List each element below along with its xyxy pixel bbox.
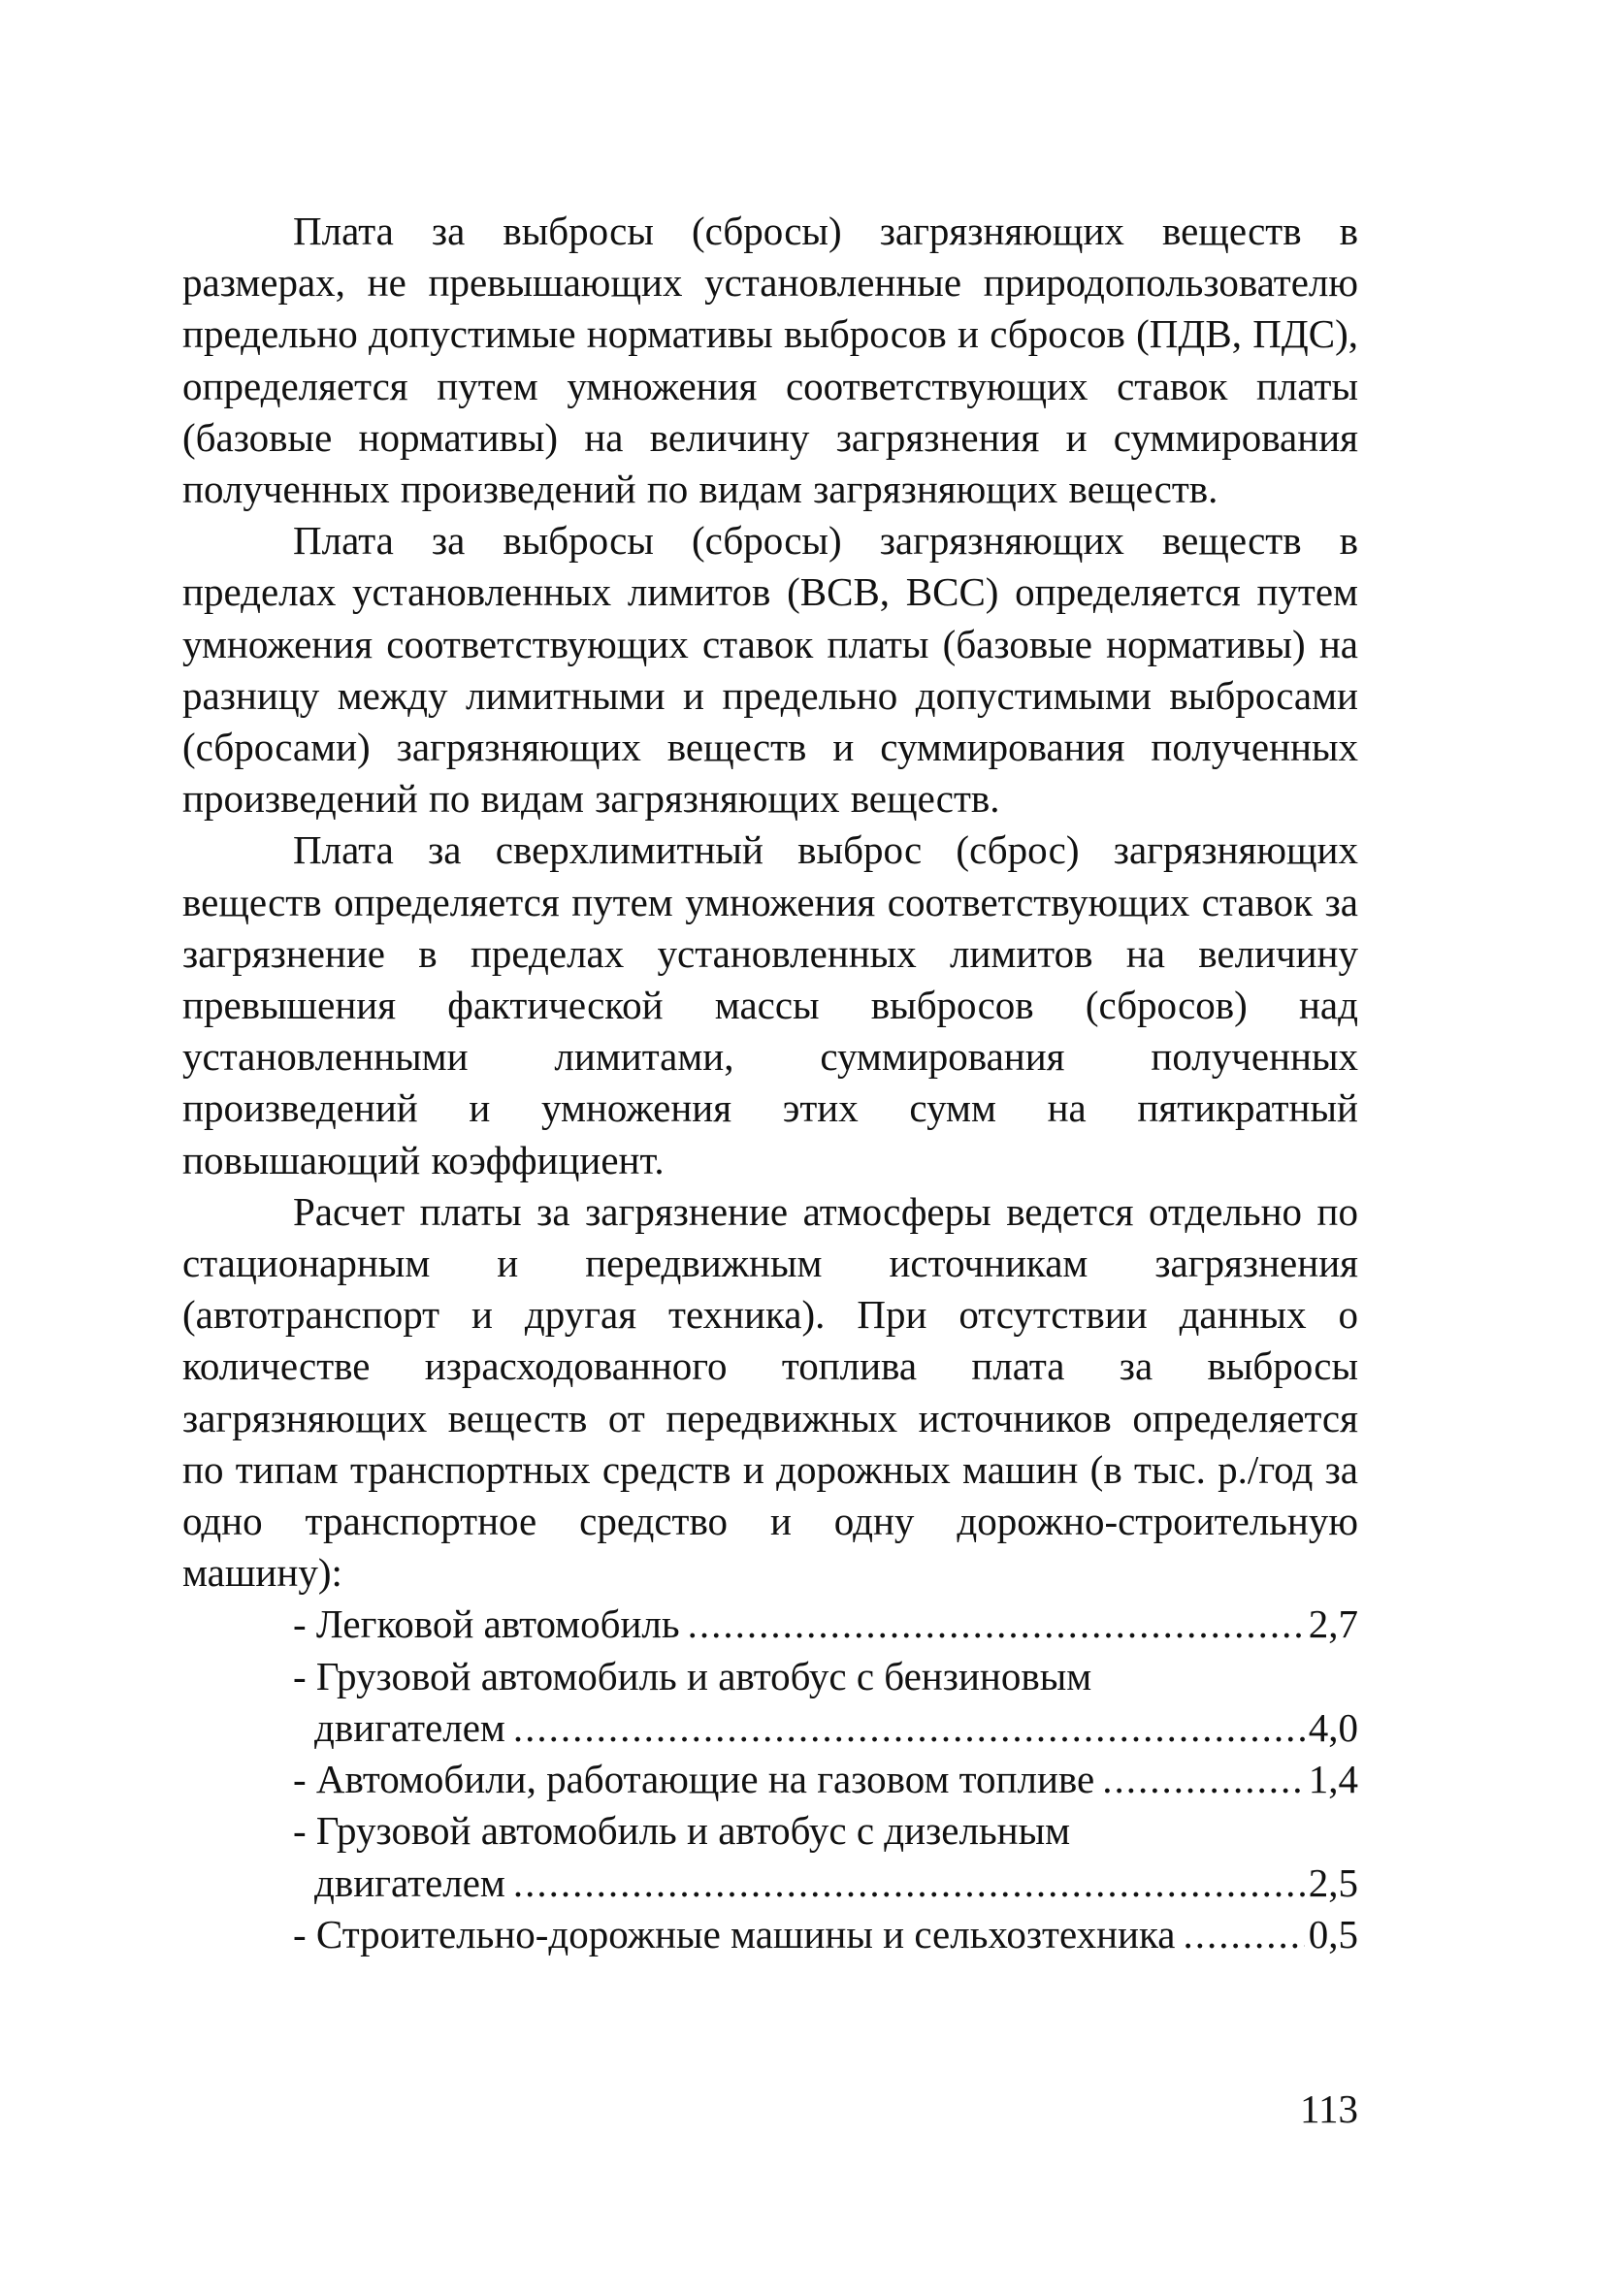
- list-item-label: - Легковой автомобиль: [293, 1601, 680, 1647]
- list-item: [182, 1651, 1358, 1754]
- list-item: [182, 1909, 1358, 1960]
- dot-leader: [1102, 1754, 1305, 1805]
- paragraph-atmosphere-calculation: Расчет платы за загрязнение атмосферы ведется отдельно по стационарным и передвижным источникам загрязнения (автотранспорт и другая техника). При отсутствии данных о количестве израсходованного топлива плата за выбросы загрязняющих веществ от передвижных источников определяется по типам транспортных средств и дорожных машин (в тыс. р./год за одно транспортное средство и одну дорожно-строительную машину):: [182, 1188, 1358, 1596]
- paragraph-payment-within-norms: Плата за выбросы (сбросы) загрязняющих веществ в размерах, не превышающих установленные природопользователю предельно допустимые нормативы выбросов и сбросов (ПДВ, ПДС), определяется путем умножения соответствующих ставок платы (базовые нормативы) на величину загрязнения и суммирования полученных произведений по видам загрязняющих веществ.: [182, 209, 1359, 512]
- paragraph-payment-within-limits: Плата за выбросы (сбросы) загрязняющих веществ в пределах установленных лимитов (ВСВ, ВСС) определяется путем умножения соответствующих ставок платы (базовые нормативы) на разницу между лимитными и предельно допустимыми выбросами (сбросами) загрязняющих веществ и суммирования полученных произведений по видам загрязняющих веществ.: [182, 518, 1358, 822]
- dot-leader: [688, 1599, 1305, 1650]
- dot-leader: [513, 1858, 1305, 1909]
- list-item: [182, 1599, 1358, 1650]
- list-item-value: 4,0: [1308, 1704, 1358, 1750]
- list-item-label: - Автомобили, работающие на газовом топливе: [293, 1757, 1095, 1802]
- list-item-value: 2,7: [1308, 1601, 1358, 1647]
- list-item-value: 2,5: [1308, 1859, 1358, 1905]
- list-item-value: 1,4: [1308, 1757, 1358, 1802]
- list-item-label: - Грузовой автомобиль и автобус с бензиновым: [293, 1653, 1092, 1698]
- dot-leader: [513, 1702, 1305, 1754]
- list-item-label-continuation: двигателем: [314, 1859, 505, 1905]
- dot-leader: [1184, 1909, 1305, 1960]
- list-item-label: - Строительно-дорожные машины и сельхозтехника: [293, 1911, 1176, 1956]
- list-item-label: - Грузовой автомобиль и автобус с дизельным: [293, 1808, 1071, 1854]
- paragraph-payment-over-limits: Плата за сверхлимитный выброс (сброс) загрязняющих веществ определяется путем умножения соответствующих ставок за загрязнение в пределах установленных лимитов на величину превышения фактической массы выбросов (сбросов) над установленными лимитами, суммирования полученных произведений и умножения этих сумм на пятикратный повышающий коэффициент.: [182, 827, 1358, 1182]
- list-item: [182, 1805, 1358, 1908]
- list-item-value: 0,5: [1308, 1911, 1358, 1956]
- vehicle-rate-list: [182, 1599, 1358, 1959]
- page-number: 113: [1300, 2086, 1358, 2131]
- list-item-label-continuation: двигателем: [314, 1704, 505, 1750]
- list-item: [182, 1754, 1358, 1805]
- body-text: [182, 206, 1358, 1960]
